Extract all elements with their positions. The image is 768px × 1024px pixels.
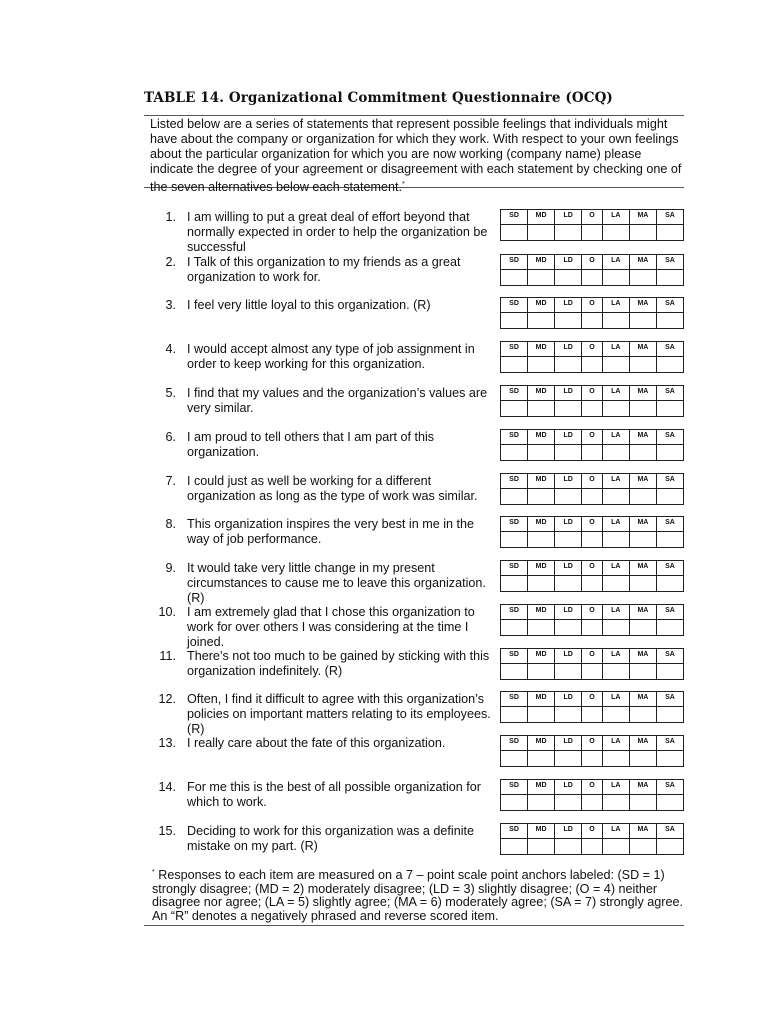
scale-label: MA: [630, 692, 657, 706]
scale-label: LA: [603, 342, 630, 356]
response-checkbox[interactable]: [630, 401, 657, 416]
scale-label: MA: [630, 605, 657, 619]
item-number: 9.: [165, 561, 176, 575]
response-scale: [500, 691, 684, 723]
response-checkbox[interactable]: [630, 357, 657, 372]
response-checkbox[interactable]: [630, 489, 657, 504]
response-scale: [500, 209, 684, 241]
response-checkbox[interactable]: [603, 270, 630, 285]
response-checkbox[interactable]: [582, 401, 603, 416]
scale-label: MA: [630, 430, 657, 444]
scale-checkbox-row: [501, 620, 683, 635]
scale-checkbox-row: [501, 576, 683, 591]
response-checkbox[interactable]: [501, 707, 528, 722]
response-checkbox[interactable]: [528, 707, 555, 722]
item-statement: It would take very little change in my present circumstances to cause me to leave this organization. (R): [187, 561, 486, 605]
response-checkbox[interactable]: [501, 270, 528, 285]
response-checkbox[interactable]: [630, 664, 657, 679]
response-checkbox[interactable]: [603, 313, 630, 328]
scale-label: LD: [555, 210, 582, 224]
response-checkbox[interactable]: [603, 445, 630, 460]
scale-label: O: [582, 780, 603, 794]
scale-label: O: [582, 255, 603, 269]
item-number: 5.: [165, 386, 176, 400]
scale-label: MA: [630, 342, 657, 356]
item-statement: Deciding to work for this organization was a definite mistake on my part. (R): [187, 824, 475, 853]
response-checkbox[interactable]: [501, 489, 528, 504]
scale-label: SA: [665, 826, 675, 833]
response-checkbox[interactable]: [501, 225, 528, 240]
response-checkbox[interactable]: [657, 445, 683, 460]
response-scale: [500, 341, 684, 373]
response-scale: [500, 254, 684, 286]
scale-label: SD: [501, 561, 528, 575]
response-checkbox[interactable]: [603, 489, 630, 504]
item-statement: I find that my values and the organization’s values are very similar.: [187, 386, 488, 415]
scale-checkbox-row: [501, 225, 683, 240]
scale-label: MA: [630, 736, 657, 750]
scale-label: O: [582, 561, 603, 575]
response-checkbox[interactable]: [603, 401, 630, 416]
item-statement: I am willing to put a great deal of effort beyond that normally expected in order to help the organization be successful: [187, 210, 488, 254]
scale-header-row: [501, 386, 683, 401]
response-checkbox[interactable]: [555, 795, 582, 810]
response-scale: [500, 429, 684, 461]
response-checkbox[interactable]: [555, 313, 582, 328]
response-checkbox[interactable]: [582, 620, 603, 635]
response-checkbox[interactable]: [657, 576, 683, 591]
footnote-mark: *: [152, 869, 155, 876]
scale-label: SD: [501, 605, 528, 619]
scale-label: SA: [665, 651, 675, 658]
response-checkbox[interactable]: [630, 751, 657, 766]
instructions-footnote-mark: *: [402, 181, 405, 188]
response-checkbox[interactable]: [657, 225, 683, 240]
scale-label: LD: [555, 298, 582, 312]
scale-header-row: [501, 605, 683, 620]
scale-header-row: [501, 780, 683, 795]
instructions-text: [144, 115, 684, 195]
scale-label: LD: [555, 692, 582, 706]
response-checkbox[interactable]: [555, 839, 582, 854]
scale-label: MA: [630, 780, 657, 794]
scale-label: SA: [665, 738, 675, 745]
scale-label: LD: [555, 255, 582, 269]
response-checkbox[interactable]: [657, 532, 683, 547]
scale-label: LD: [555, 561, 582, 575]
item-number: 13.: [158, 736, 176, 750]
scale-label: SA: [665, 694, 675, 701]
response-checkbox[interactable]: [603, 532, 630, 547]
scale-label: LA: [603, 736, 630, 750]
scale-label: SA: [665, 476, 675, 483]
scale-label: LA: [603, 255, 630, 269]
scale-label: LD: [555, 430, 582, 444]
item-number: 3.: [165, 298, 176, 312]
scale-label: LA: [603, 824, 630, 838]
scale-label: LD: [555, 824, 582, 838]
response-checkbox[interactable]: [582, 664, 603, 679]
item-number: 4.: [165, 342, 176, 356]
scale-label: SD: [501, 386, 528, 400]
response-checkbox[interactable]: [555, 401, 582, 416]
scale-label: SD: [501, 736, 528, 750]
item-number: 7.: [165, 474, 176, 488]
response-checkbox[interactable]: [657, 401, 683, 416]
scale-label: O: [582, 824, 603, 838]
scale-label: MD: [528, 430, 555, 444]
response-checkbox[interactable]: [582, 576, 603, 591]
response-checkbox[interactable]: [528, 401, 555, 416]
scale-label: LA: [603, 386, 630, 400]
response-checkbox[interactable]: [528, 795, 555, 810]
response-checkbox[interactable]: [582, 357, 603, 372]
scale-label: SD: [501, 430, 528, 444]
response-checkbox[interactable]: [501, 357, 528, 372]
response-checkbox[interactable]: [603, 225, 630, 240]
response-checkbox[interactable]: [528, 664, 555, 679]
scale-label: LD: [555, 605, 582, 619]
scale-label: MA: [630, 649, 657, 663]
response-checkbox[interactable]: [555, 620, 582, 635]
item-number: 8.: [165, 517, 176, 531]
scale-label: LA: [603, 210, 630, 224]
scale-label: O: [582, 386, 603, 400]
response-checkbox[interactable]: [501, 620, 528, 635]
scale-header-row: [501, 342, 683, 357]
response-checkbox[interactable]: [501, 313, 528, 328]
response-checkbox[interactable]: [603, 839, 630, 854]
response-checkbox[interactable]: [501, 795, 528, 810]
response-checkbox[interactable]: [582, 795, 603, 810]
item-number: 12.: [158, 692, 176, 706]
response-checkbox[interactable]: [582, 751, 603, 766]
response-checkbox[interactable]: [657, 795, 683, 810]
response-checkbox[interactable]: [582, 532, 603, 547]
scale-header-row: [501, 255, 683, 270]
scale-label: O: [582, 736, 603, 750]
response-checkbox[interactable]: [657, 489, 683, 504]
scale-label: LA: [603, 298, 630, 312]
response-checkbox[interactable]: [501, 751, 528, 766]
scale-label: LA: [603, 692, 630, 706]
response-checkbox[interactable]: [528, 620, 555, 635]
item-statement: I feel very little loyal to this organization. (R): [187, 298, 431, 312]
item-statement: Often, I find it difficult to agree with this organization’s policies on important matters relating to its employees. (R): [187, 692, 491, 736]
response-checkbox[interactable]: [501, 576, 528, 591]
response-scale: [500, 516, 684, 548]
response-scale: [500, 735, 684, 767]
item-number: 15.: [158, 824, 176, 838]
scale-header-row: [501, 561, 683, 576]
instructions-body: Listed below are a series of statements that represent possible feelings that individuals might have about the company or organization for which they work. With respect to your own feelings about the particular organization for which you are now working (company name) please indicate the degree of your agreement or disagreement with each statement by checking one of the seven alternatives below each statement.: [150, 117, 682, 195]
response-checkbox[interactable]: [582, 707, 603, 722]
response-checkbox[interactable]: [501, 401, 528, 416]
scale-label: SD: [501, 255, 528, 269]
scale-label: MA: [630, 824, 657, 838]
scale-label: MD: [528, 210, 555, 224]
response-checkbox[interactable]: [603, 707, 630, 722]
response-checkbox[interactable]: [528, 751, 555, 766]
scale-label: SD: [501, 474, 528, 488]
scale-checkbox-row: [501, 357, 683, 372]
response-checkbox[interactable]: [555, 532, 582, 547]
response-checkbox[interactable]: [528, 225, 555, 240]
response-checkbox[interactable]: [582, 445, 603, 460]
response-checkbox[interactable]: [657, 751, 683, 766]
response-checkbox[interactable]: [603, 576, 630, 591]
scale-label: O: [582, 517, 603, 531]
response-scale: [500, 604, 684, 636]
response-checkbox[interactable]: [555, 751, 582, 766]
scale-label: SD: [501, 649, 528, 663]
scale-label: SD: [501, 298, 528, 312]
response-checkbox[interactable]: [630, 795, 657, 810]
response-scale: [500, 823, 684, 855]
scale-label: LA: [603, 605, 630, 619]
scale-label: LA: [603, 780, 630, 794]
scale-label: SA: [665, 257, 675, 264]
response-checkbox[interactable]: [555, 270, 582, 285]
scale-label: LA: [603, 649, 630, 663]
response-checkbox[interactable]: [630, 445, 657, 460]
scale-label: LD: [555, 649, 582, 663]
scale-label: SA: [665, 212, 675, 219]
item-statement: There’s not too much to be gained by sticking with this organization indefinitely. (R): [187, 649, 490, 678]
scale-header-row: [501, 692, 683, 707]
scale-checkbox-row: [501, 751, 683, 766]
response-checkbox[interactable]: [528, 445, 555, 460]
scale-label: LD: [555, 386, 582, 400]
scale-label: O: [582, 342, 603, 356]
response-checkbox[interactable]: [603, 620, 630, 635]
scale-label: O: [582, 474, 603, 488]
scale-label: MD: [528, 605, 555, 619]
response-checkbox[interactable]: [582, 839, 603, 854]
scale-label: O: [582, 649, 603, 663]
item-statement: I really care about the fate of this organization.: [187, 736, 446, 750]
scale-label: MA: [630, 561, 657, 575]
response-checkbox[interactable]: [630, 225, 657, 240]
scale-label: LD: [555, 517, 582, 531]
item-number: 14.: [158, 780, 176, 794]
response-checkbox[interactable]: [657, 270, 683, 285]
scale-label: MA: [630, 474, 657, 488]
response-checkbox[interactable]: [582, 225, 603, 240]
scale-label: MD: [528, 386, 555, 400]
scale-label: SA: [665, 388, 675, 395]
scale-label: SD: [501, 210, 528, 224]
response-scale: [500, 779, 684, 811]
scale-checkbox-row: [501, 664, 683, 679]
item-statement: I could just as well be working for a different organization as long as the type of work was similar.: [187, 474, 478, 503]
scale-header-row: [501, 736, 683, 751]
scale-checkbox-row: [501, 489, 683, 504]
response-checkbox[interactable]: [501, 445, 528, 460]
response-scale: [500, 560, 684, 592]
scale-header-row: [501, 824, 683, 839]
response-checkbox[interactable]: [501, 532, 528, 547]
scale-label: SA: [665, 607, 675, 614]
response-checkbox[interactable]: [630, 707, 657, 722]
response-checkbox[interactable]: [657, 664, 683, 679]
scale-label: MD: [528, 474, 555, 488]
response-checkbox[interactable]: [528, 489, 555, 504]
response-checkbox[interactable]: [555, 225, 582, 240]
scale-checkbox-row: [501, 795, 683, 810]
scale-checkbox-row: [501, 839, 683, 854]
scale-header-row: [501, 474, 683, 489]
scale-checkbox-row: [501, 313, 683, 328]
response-checkbox[interactable]: [501, 839, 528, 854]
scale-label: MD: [528, 517, 555, 531]
scale-label: SA: [665, 432, 675, 439]
scale-header-row: [501, 210, 683, 225]
scale-label: SD: [501, 342, 528, 356]
scale-label: SD: [501, 517, 528, 531]
response-checkbox[interactable]: [528, 313, 555, 328]
scale-label: MA: [630, 386, 657, 400]
item-statement: I would accept almost any type of job assignment in order to keep working for this organization.: [187, 342, 475, 371]
response-scale: [500, 385, 684, 417]
scale-header-row: [501, 649, 683, 664]
response-checkbox[interactable]: [657, 357, 683, 372]
scale-label: MA: [630, 255, 657, 269]
response-checkbox[interactable]: [555, 707, 582, 722]
scale-checkbox-row: [501, 707, 683, 722]
item-statement: This organization inspires the very best in me in the way of job performance.: [187, 517, 474, 546]
scale-checkbox-row: [501, 445, 683, 460]
scale-label: MA: [630, 210, 657, 224]
item-number: 2.: [165, 255, 176, 269]
response-checkbox[interactable]: [582, 313, 603, 328]
scale-label: SD: [501, 824, 528, 838]
scale-label: LD: [555, 780, 582, 794]
item-number: 10.: [158, 605, 176, 619]
response-checkbox[interactable]: [555, 576, 582, 591]
scale-checkbox-row: [501, 270, 683, 285]
response-checkbox[interactable]: [630, 620, 657, 635]
response-checkbox[interactable]: [630, 532, 657, 547]
response-checkbox[interactable]: [528, 576, 555, 591]
response-checkbox[interactable]: [630, 313, 657, 328]
scale-label: LA: [603, 517, 630, 531]
scale-label: SA: [665, 782, 675, 789]
scale-label: MD: [528, 692, 555, 706]
response-checkbox[interactable]: [501, 664, 528, 679]
item-statement: I am extremely glad that I chose this organization to work for over others I was considering at the time I joined.: [187, 605, 475, 649]
item-statement: I am proud to tell others that I am part of this organization.: [187, 430, 435, 459]
scale-label: MD: [528, 255, 555, 269]
response-scale: [500, 648, 684, 680]
response-checkbox[interactable]: [582, 489, 603, 504]
item-number: 6.: [165, 430, 176, 444]
scale-header-row: [501, 517, 683, 532]
scale-label: SA: [665, 519, 675, 526]
item-statement: For me this is the best of all possible organization for which to work.: [187, 780, 481, 809]
scale-label: LA: [603, 430, 630, 444]
scale-label: MD: [528, 780, 555, 794]
scale-label: MD: [528, 298, 555, 312]
response-checkbox[interactable]: [630, 270, 657, 285]
scale-label: LA: [603, 561, 630, 575]
scale-label: O: [582, 210, 603, 224]
scale-label: O: [582, 430, 603, 444]
response-checkbox[interactable]: [582, 270, 603, 285]
response-checkbox[interactable]: [555, 664, 582, 679]
scale-checkbox-row: [501, 532, 683, 547]
scale-header-row: [501, 298, 683, 313]
response-checkbox[interactable]: [528, 270, 555, 285]
item-statement: I Talk of this organization to my friends as a great organization to work for.: [187, 255, 461, 284]
response-checkbox[interactable]: [528, 532, 555, 547]
scale-label: MD: [528, 736, 555, 750]
response-checkbox[interactable]: [555, 357, 582, 372]
response-checkbox[interactable]: [657, 620, 683, 635]
scale-label: MD: [528, 342, 555, 356]
scale-label: LA: [603, 474, 630, 488]
response-checkbox[interactable]: [603, 795, 630, 810]
scale-label: MA: [630, 298, 657, 312]
scale-label: LD: [555, 736, 582, 750]
scale-label: SD: [501, 780, 528, 794]
response-checkbox[interactable]: [630, 576, 657, 591]
response-checkbox[interactable]: [603, 751, 630, 766]
response-scale: [500, 297, 684, 329]
scale-label: MD: [528, 561, 555, 575]
response-checkbox[interactable]: [630, 839, 657, 854]
footnote-text: Responses to each item are measured on a 7 – point scale point anchors labeled: (SD = 1) strongly disagree; (MD = 2) moderately disagree; (LD = 3) slightly disagree; (O = 4) neither disagree nor agree; (LA = 5) slightly agree; (MA = 6) moderately agree; (SA = 7) strongly agree. An “R” denotes a negatively phrased and reverse scored item.: [152, 868, 683, 923]
scale-label: MA: [630, 517, 657, 531]
scale-label: O: [582, 605, 603, 619]
response-checkbox[interactable]: [555, 489, 582, 504]
scale-label: O: [582, 692, 603, 706]
scale-label: MD: [528, 649, 555, 663]
scale-header-row: [501, 430, 683, 445]
scale-label: SA: [665, 300, 675, 307]
scale-label: MD: [528, 824, 555, 838]
response-checkbox[interactable]: [603, 664, 630, 679]
scale-label: O: [582, 298, 603, 312]
response-scale: [500, 473, 684, 505]
page-title: TABLE 14. Organizational Commitment Questionnaire (OCQ): [144, 90, 613, 106]
response-checkbox[interactable]: [528, 357, 555, 372]
scale-label: LD: [555, 474, 582, 488]
response-checkbox[interactable]: [603, 357, 630, 372]
scale-checkbox-row: [501, 401, 683, 416]
scale-label: LD: [555, 342, 582, 356]
response-checkbox[interactable]: [528, 839, 555, 854]
response-checkbox[interactable]: [657, 839, 683, 854]
item-number: 11.: [159, 649, 176, 663]
scale-label: SA: [665, 344, 675, 351]
response-checkbox[interactable]: [555, 445, 582, 460]
footnote: [144, 866, 684, 926]
scale-label: SA: [665, 563, 675, 570]
response-checkbox[interactable]: [657, 707, 683, 722]
response-checkbox[interactable]: [657, 313, 683, 328]
scale-label: SD: [501, 692, 528, 706]
item-number: 1.: [165, 210, 176, 224]
